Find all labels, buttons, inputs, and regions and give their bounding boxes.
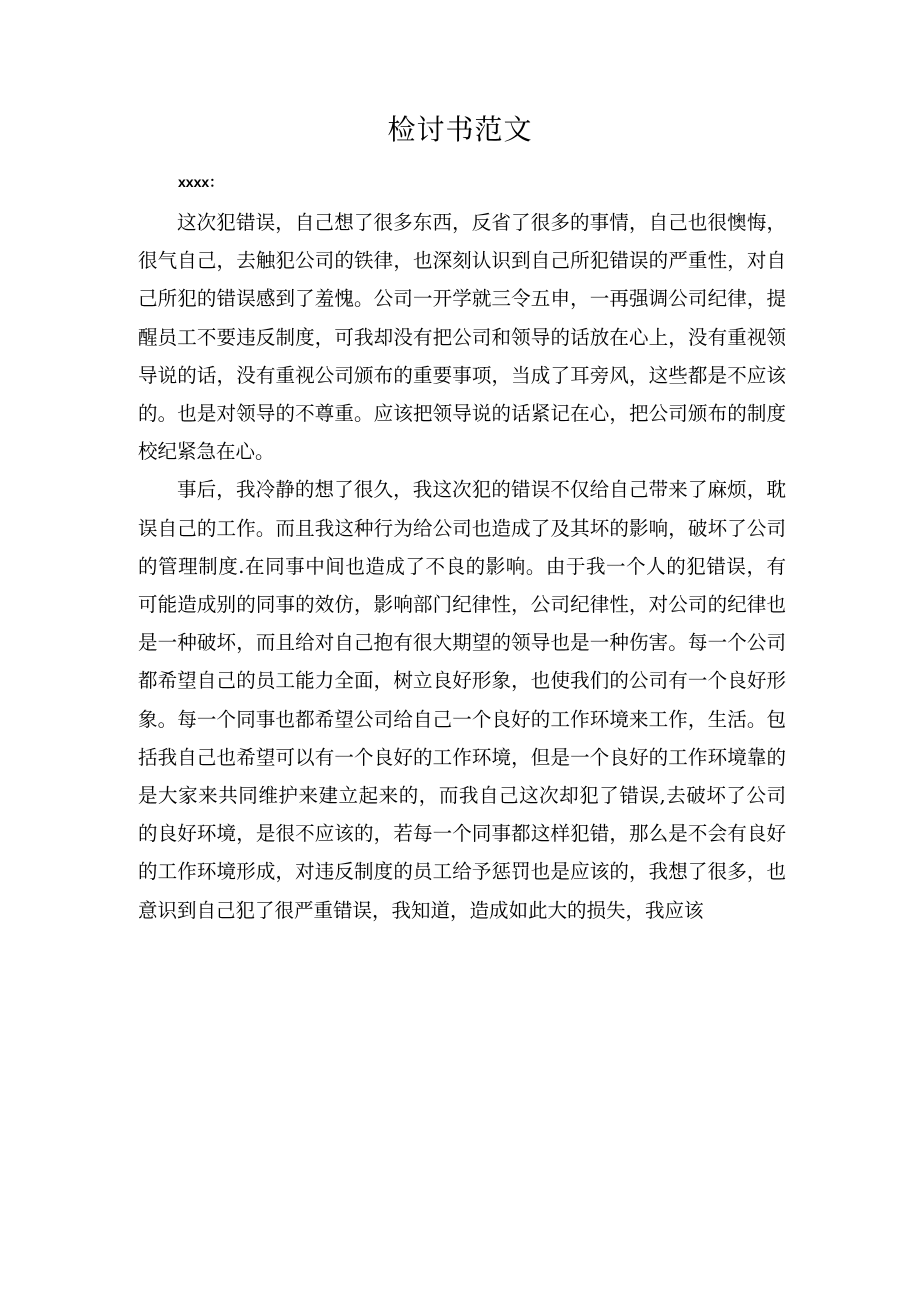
salutation: xxxx：: [178, 174, 224, 190]
body-paragraph-1: 这次犯错误，自己想了很多东西，反省了很多的事情，自己也很懊悔，很气自己，去触犯公司的铁律，也深刻认识到自己所犯错误的严重性，对自己所犯的错误感到了羞愧。公司一开学就三令五申，一再强调公司纪律，提醒员工不要违反制度，可我却没有把公司和领导的话放在心上，没有重视领导说的话，没有重视公司颁布的重要事项，当成了耳旁风，这些都是不应该的。也是对领导的不尊重。应该把领导说的话紧记在心，把公司颁布的制度校纪紧急在心。: [138, 211, 786, 464]
body-paragraph-2: 事后，我冷静的想了很久，我这次犯的错误不仅给自己带来了麻烦，耽误自己的工作。而且我这种行为给公司也造成了及其坏的影响，破坏了公司的管理制度.在同事中间也造成了不良的影响。由于我一个人的犯错误，有可能造成别的同事的效仿，影响部门纪律性，公司纪律性，对公司的纪律也是一种破坏，而且给对自己抱有很大期望的领导也是一种伤害。每一个公司都希望自己的员工能力全面，树立良好形象，也使我们的公司有一个良好形象。每一个同事也都希望公司给自己一个良好的工作环境来工作，生活。包括我自己也希望可以有一个良好的工作环境，但是一个良好的工作环境靠的是大家来共同维护来建立起来的，而我自己这次却犯了错误,去破坏了公司的良好环境，是很不应该的，若每一个同事都这样犯错，那么是不会有良好的工作环境形成，对违反制度的员工给予惩罚也是应该的，我想了很多，也意识到自己犯了很严重错误，我知道，造成如此大的损失，我应该: [138, 478, 786, 922]
document-body: [138, 204, 786, 930]
document-title: 检讨书范文: [387, 113, 533, 146]
